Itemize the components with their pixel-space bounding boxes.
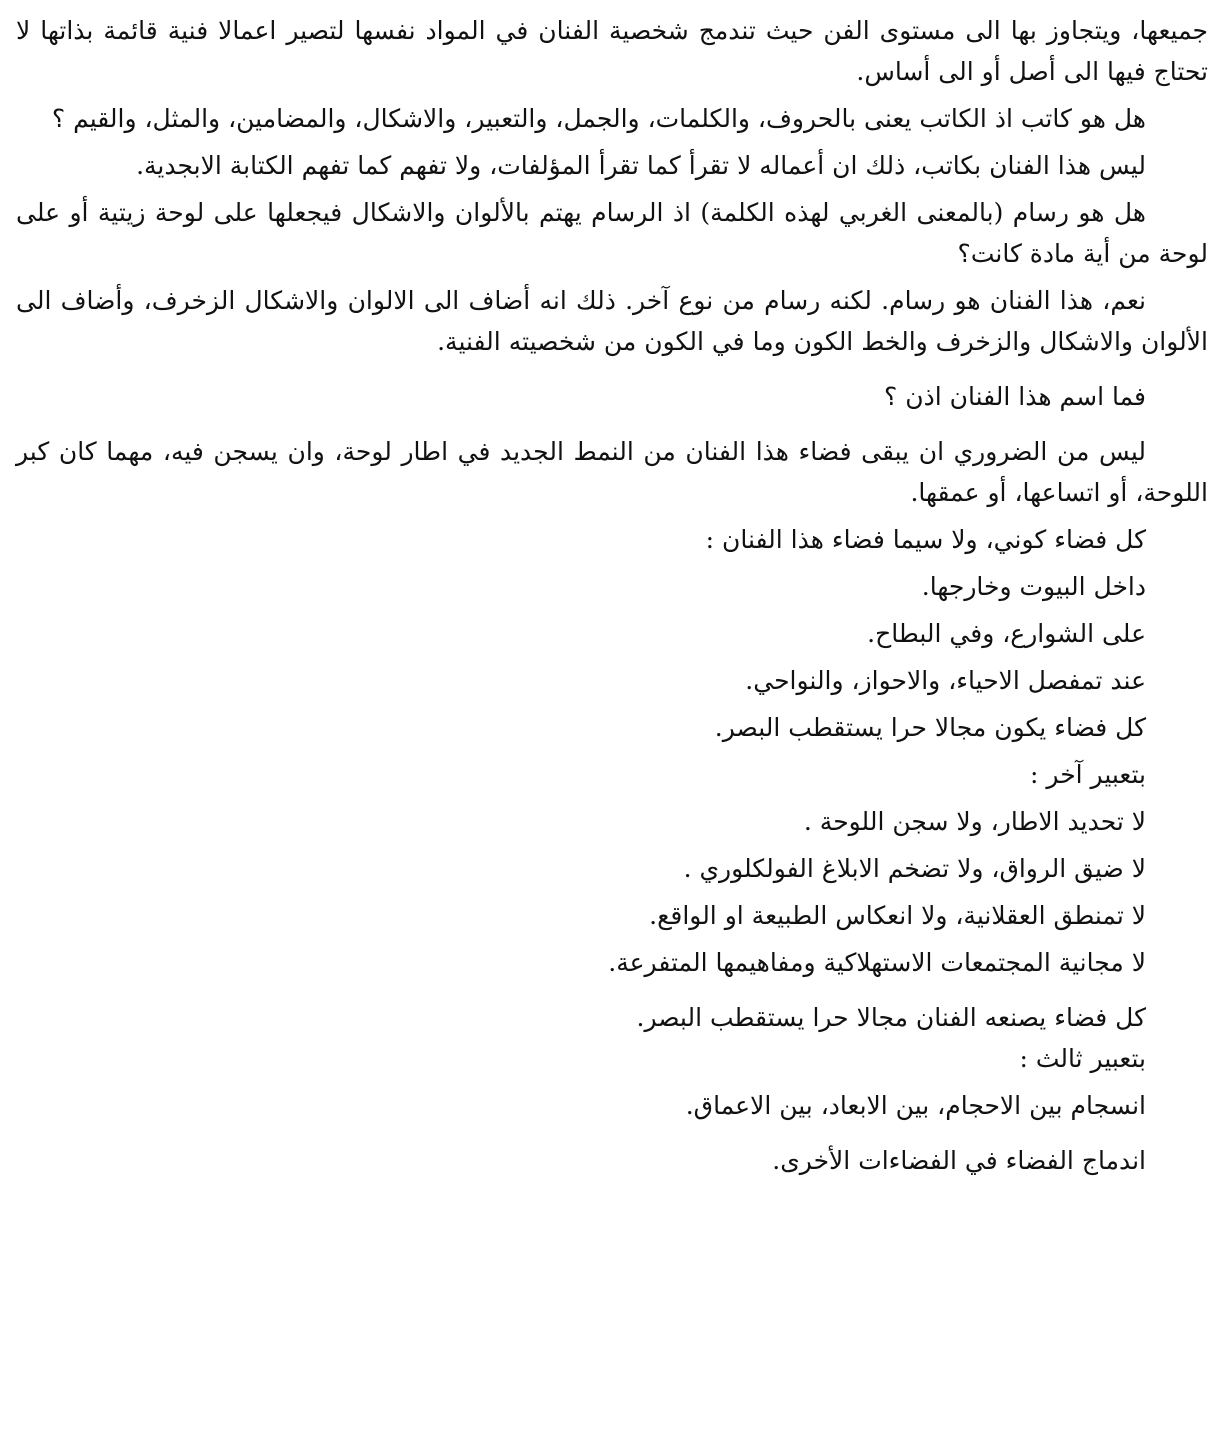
text-line: لا ضيق الرواق، ولا تضخم الابلاغ الفولكلوري . <box>683 854 1146 883</box>
paragraph: ليس هذا الفنان بكاتب، ذلك ان أعماله لا تقرأ كما تقرأ المؤلفات، ولا تفهم كما تفهم الكتابة الابجدية. <box>136 151 1146 180</box>
text-line: انسجام بين الاحجام، بين الابعاد، بين الاعماق. <box>685 1091 1146 1120</box>
paragraph: نعم، هذا الفنان هو رسام. لكنه رسام من نوع آخر. ذلك انه أضاف الى الالوان والاشكال الزخرف، وأضاف الى الألوان والاشكال والزخرف والخط الكون وما في الكون من شخصيته الفنية. <box>16 286 1208 356</box>
text-line: فما اسم هذا الفنان اذن ؟ <box>884 382 1146 411</box>
text-line: لا تحديد الاطار، ولا سجن اللوحة . <box>803 807 1146 836</box>
paragraph: هل هو رسام (بالمعنى الغربي لهذه الكلمة) اذ الرسام يهتم بالألوان والاشكال فيجعلها على لوحة زيتية أو على لوحة من أية مادة كانت؟ <box>16 198 1208 268</box>
paragraph: ليس من الضروري ان يبقى فضاء هذا الفنان من النمط الجديد في اطار لوحة، وان يسجن فيه، مهما كان كبر اللوحة، أو اتساعها، أو عمقها. <box>16 437 1208 507</box>
text-line: بتعبير ثالث : <box>1019 1044 1146 1073</box>
paragraph: هل هو كاتب اذ الكاتب يعنى بالحروف، والكلمات، والجمل، والتعبير، والاشكال، والمضامين، والمثل، والقيم ؟ <box>51 104 1146 133</box>
text-line: على الشوارع، وفي البطاح. <box>867 619 1146 648</box>
text-line: كل فضاء يكون مجالا حرا يستقطب البصر. <box>714 713 1146 742</box>
text-line: بتعبير آخر : <box>1030 760 1146 789</box>
text-line: كل فضاء كوني، ولا سيما فضاء هذا الفنان : <box>705 525 1146 554</box>
paragraph: جميعها، ويتجاوز بها الى مستوى الفن حيث تندمج شخصية الفنان في المواد نفسها لتصير اعمالا فنية قائمة بذاتها لا تحتاج فيها الى أصل أو الى أساس. <box>16 16 1208 86</box>
text-line: اندماج الفضاء في الفضاءات الأخرى. <box>772 1146 1146 1175</box>
text-line: لا تمنطق العقلانية، ولا انعكاس الطبيعة او الواقع. <box>649 901 1146 930</box>
document-body <box>16 10 1208 1181</box>
text-line: كل فضاء يصنعه الفنان مجالا حرا يستقطب البصر. <box>636 1003 1146 1032</box>
text-line: عند تمفصل الاحياء، والاحواز، والنواحي. <box>745 666 1146 695</box>
text-line: لا مجانية المجتمعات الاستهلاكية ومفاهيمها المتفرعة. <box>608 948 1146 977</box>
text-line: داخل البيوت وخارجها. <box>921 572 1146 601</box>
